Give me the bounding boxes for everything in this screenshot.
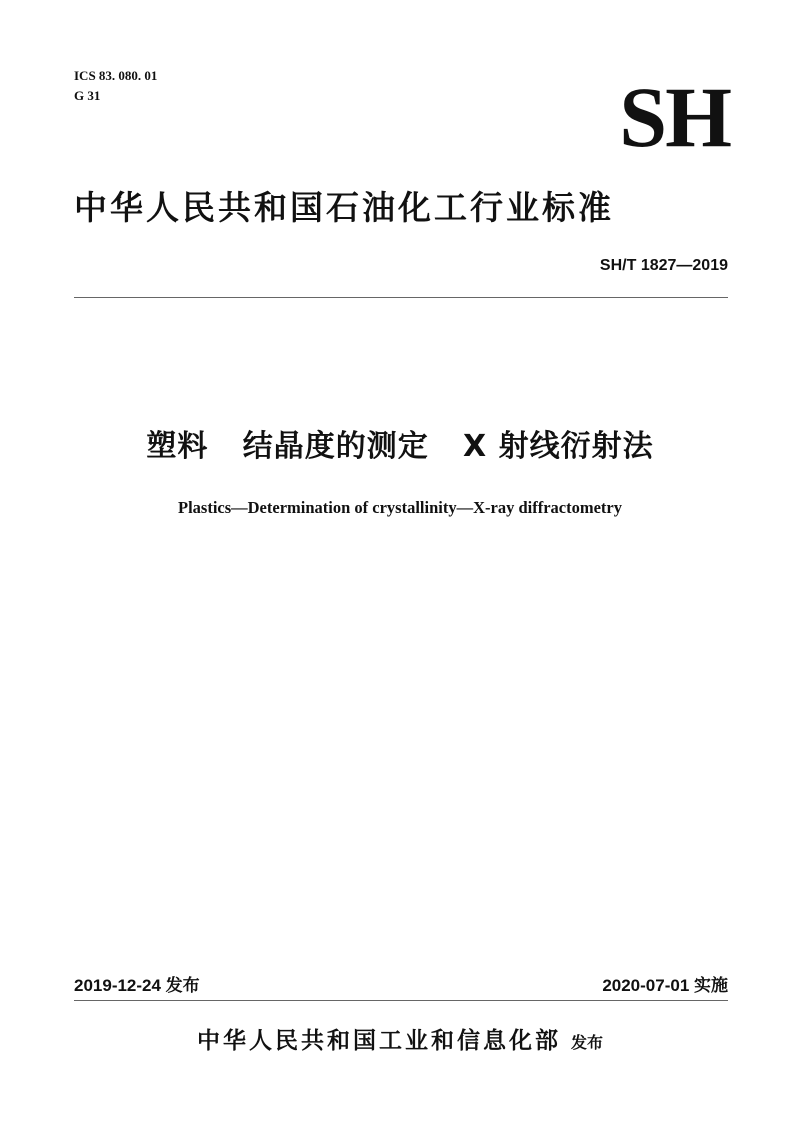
sh-logo: SH (619, 69, 730, 165)
bottom-divider (74, 1000, 728, 1001)
publisher-action: 发布 (570, 1033, 603, 1052)
publisher-line (0, 1022, 800, 1055)
document-title-cn: 塑料 结晶度的测定 X 射线衍射法 (146, 429, 654, 464)
publisher-org: 中华人民共和国工业和信息化部 (196, 1028, 561, 1054)
standard-category-title: 中华人民共和国石油化工行业标准 (74, 188, 614, 227)
top-divider (74, 297, 728, 298)
ccs-code: G 31 (74, 88, 101, 103)
standard-number: SH/T 1827—2019 (599, 257, 728, 274)
ics-code: ICS 83. 080. 01 (74, 68, 158, 83)
implementation-date: 2020-07-01 实施 (602, 976, 728, 995)
issue-date: 2019-12-24 发布 (74, 976, 200, 995)
classification-codes (74, 66, 157, 106)
document-title-en: Plastics—Determination of crystallinity—X-ray diffractometry (177, 498, 622, 517)
